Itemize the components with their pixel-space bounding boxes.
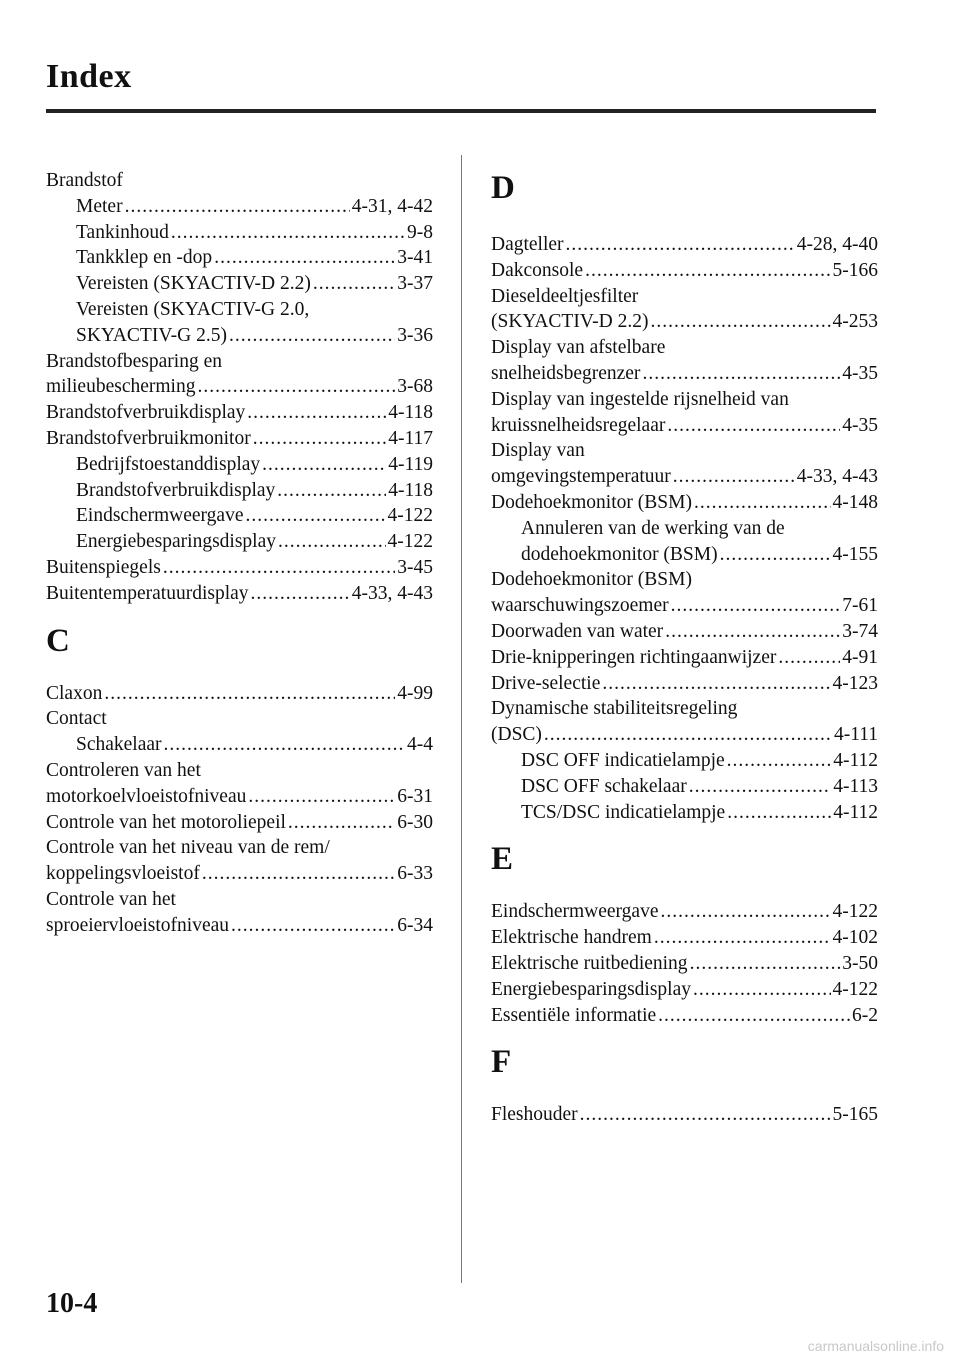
dot-leader [253,426,387,452]
index-entry [491,413,878,439]
index-entry-page: 4-112 [833,749,878,771]
dot-leader [251,581,350,607]
index-entry-label: Elektrische ruitbediening [491,952,688,974]
index-entry-page: 4-35 [842,414,878,436]
index-entry-label: Eindschermweergave [76,505,244,527]
index-entry [46,581,433,607]
dot-leader [690,951,841,977]
index-entry-page: 4-111 [833,724,878,746]
index-entry [491,542,878,568]
index-entry [491,722,878,748]
index-entry-page: 4-119 [388,453,433,475]
index-entry [46,220,433,246]
index-entry-label: (DSC) [491,724,542,746]
dot-leader [580,1102,831,1128]
dot-leader [248,784,395,810]
dot-leader [727,800,831,826]
index-entry [491,258,878,284]
index-entry-text: Controle van het niveau van de rem/ [46,837,330,859]
index-entry-page: 4-122 [387,505,433,527]
index-entry-page: 4-117 [388,427,433,449]
index-entry [46,503,433,529]
index-entry-text: Dynamische stabiliteitsregeling [491,698,738,720]
index-entry [46,452,433,478]
index-entry-label: waarschuwingszoemer [491,595,669,617]
dot-leader [104,681,395,707]
dot-leader [665,619,840,645]
dot-leader [163,555,395,581]
dot-leader [642,361,840,387]
index-entry-page: 3-68 [397,376,433,398]
index-entry [46,374,433,400]
index-entry-text: Brandstofbesparing en [46,350,222,372]
index-entry [491,748,878,774]
page-title: Index [46,58,132,95]
index-entry-label: Dagteller [491,234,564,255]
page-number: 10-4 [46,1288,98,1319]
index-entry [46,194,433,220]
dot-leader [694,490,831,516]
index-entry-page: 4-122 [387,531,433,553]
index-entry-label: Drive-selectie [491,672,601,694]
index-entry-page: 4-118 [388,402,433,424]
index-entry [46,529,433,555]
index-entry [46,732,433,758]
index-entry-page: 4-102 [832,927,878,949]
dot-leader [171,220,405,246]
dot-leader [566,232,795,258]
index-entry [491,671,878,697]
index-entry-label: Schakelaar [76,734,162,756]
index-entry [46,913,433,939]
dot-leader [689,774,831,800]
index-entry-label: Dodehoekmonitor (BSM) [491,491,692,513]
index-entry [46,426,433,452]
dot-leader [778,645,840,671]
index-entry [46,271,433,297]
index-entry [491,593,878,619]
index-entry-text: Dieseldeeltjesfilter [491,285,639,307]
index-entry-label: Essentiële informatie [491,1004,657,1026]
index-entry-label: Dakconsole [491,259,584,281]
index-column-left [46,168,433,939]
dot-leader [125,194,350,220]
index-entry [46,555,433,581]
index-entry-label: snelheidsbegrenzer [491,362,641,384]
index-entry-page: 9-8 [407,221,433,243]
index-entry [491,645,878,671]
index-entry-text: Display van afstelbare [491,337,666,359]
dot-leader [585,258,830,284]
index-entry [46,400,433,426]
index-entry-label: milieubescherming [46,376,196,398]
dot-leader [313,271,395,297]
index-entry [491,361,878,387]
dot-leader [727,748,832,774]
dot-leader [277,478,386,504]
index-entry-label: Buitenspiegels [46,556,161,578]
index-entry-page: 4-123 [832,672,878,694]
index-entry-page: 4-112 [833,801,878,823]
index-entry-label: Drie-knipperingen richtingaanwijzer [491,646,777,668]
index-entry-page: 4-113 [833,775,878,797]
index-entry [46,478,433,504]
index-entry-text: Brandstof [46,170,123,191]
section-heading: E [491,841,514,878]
index-entry-label: Buitentemperatuurdisplay [46,582,249,604]
index-entry-text: Contact [46,708,107,730]
index-entry-label: omgevingstemperatuur [491,466,671,488]
dot-leader [262,452,386,478]
index-entry [46,784,433,810]
index-entry-label: Doorwaden van water [491,620,664,642]
index-entry-page: 3-74 [842,620,878,642]
index-entry-text: Display van ingestelde rijsnelheid van [491,388,789,410]
dot-leader [658,1003,850,1029]
index-entry-label: Meter [76,195,123,217]
index-entry-label: Fleshouder [491,1104,578,1126]
index-entry [491,309,878,335]
index-entry-label: Tankinhoud [76,221,169,243]
index-entry-page: 4-31, 4-42 [351,195,433,217]
index-entry [491,899,878,925]
index-entry-page: 6-30 [397,811,433,833]
title-rule [46,109,876,113]
index-entry-page: 3-50 [842,952,878,974]
index-entry-label: SKYACTIV-G 2.5) [76,324,227,346]
dot-leader [693,977,830,1003]
index-entry-page: 4-122 [832,901,878,923]
index-entry-page: 4-155 [832,543,878,565]
index-entry [491,774,878,800]
index-entry-page: 4-28, 4-40 [796,234,878,255]
index-entry-page: 3-41 [397,247,433,269]
index-entry-label: motorkoelvloeistofniveau [46,785,247,807]
index-entry-page: 5-166 [832,259,878,281]
index-entry-label: Brandstofverbruikmonitor [46,427,251,449]
index-entry [46,861,433,887]
index-entry-label: Energiebesparingsdisplay [491,978,692,1000]
index-entry [46,681,433,707]
index-entry-label: TCS/DSC indicatielampje [521,801,726,823]
dot-leader [229,323,395,349]
dot-leader [673,464,795,490]
dot-leader [602,671,830,697]
index-entry-page: 4-122 [832,978,878,1000]
section-heading: C [46,622,70,659]
index-entry-label: DSC OFF schakelaar [521,775,687,797]
watermark: carmanualsonline.info [807,1338,944,1354]
dot-leader [654,925,831,951]
index-entry-label: Energiebesparingsdisplay [76,531,277,553]
dot-leader [671,593,841,619]
index-entry-page: 4-253 [832,311,878,333]
index-entry-page: 4-33, 4-43 [796,466,878,488]
dot-leader [650,309,830,335]
index-entry-label: (SKYACTIV-D 2.2) [491,311,649,333]
index-entry-text: Annuleren van de werking van de [521,517,785,539]
index-entry-label: Brandstofverbruikdisplay [76,479,276,501]
index-entry-label: Eindschermweergave [491,901,659,923]
index-entry-page: 6-31 [397,785,433,807]
dot-leader [231,913,395,939]
dot-leader [544,722,832,748]
index-entry-text: Dodehoekmonitor (BSM) [491,569,692,591]
index-entry [491,977,878,1003]
index-entry-text: Controleren van het [46,759,201,781]
index-entry-label: kruissnelheidsregelaar [491,414,666,436]
index-entry [46,810,433,836]
index-entry-label: DSC OFF indicatielampje [521,749,725,771]
dot-leader [288,810,395,836]
dot-leader [278,529,385,555]
index-entry-page: 5-165 [832,1104,878,1126]
index-entry-label: dodehoekmonitor (BSM) [521,543,718,565]
index-entry-page: 4-118 [388,479,433,501]
index-entry-page: 3-37 [397,273,433,295]
index-entry [491,800,878,826]
dot-leader [214,245,395,271]
index-entry-page: 6-33 [397,863,433,885]
index-entry [46,323,433,349]
index-entry-label: Claxon [46,682,103,704]
index-entry-text: Display van [491,440,585,462]
index-entry [491,232,878,258]
index-entry-label: koppelingsvloeistof [46,863,200,885]
index-entry [491,925,878,951]
index-entry [491,619,878,645]
dot-leader [197,374,395,400]
index-column-right [491,168,878,1128]
index-entry-label: Bedrijfstoestanddisplay [76,453,261,475]
index-entry-page: 4-99 [397,682,433,704]
dot-leader [202,861,395,887]
index-entry-label: sproeiervloeistofniveau [46,914,230,936]
index-entry-label: Brandstofverbruikdisplay [46,402,246,424]
index-entry-label: Controle van het motoroliepeil [46,811,286,833]
dot-leader [164,732,405,758]
dot-leader [245,503,385,529]
index-entry-page: 4-148 [832,491,878,513]
index-entry-label: Vereisten (SKYACTIV-D 2.2) [76,273,311,295]
index-entry [46,245,433,271]
index-entry [491,1102,878,1128]
index-entry-page: 4-4 [407,734,433,756]
dot-leader [720,542,831,568]
index-entry-page: 6-2 [852,1004,878,1026]
index-entry-page: 4-91 [842,646,878,668]
dot-leader [660,899,830,925]
index-entry-page: 4-35 [842,362,878,384]
index-entry-label: Elektrische handrem [491,927,652,949]
index-entry-page: 3-36 [397,324,433,346]
index-entry-page: 3-45 [397,556,433,578]
section-heading: F [491,1044,512,1081]
index-entry-label: Tankklep en -dop [76,247,213,269]
index-entry [491,1003,878,1029]
index-entry [491,464,878,490]
dot-leader [667,413,840,439]
index-entry-text: Vereisten (SKYACTIV-G 2.0, [76,298,310,320]
index-entry [491,951,878,977]
index-entry-page: 7-61 [842,595,878,617]
index-entry-text: Controle van het [46,888,176,910]
column-divider [461,155,462,1283]
index-entry-page: 4-33, 4-43 [351,582,433,604]
index-entry-page: 6-34 [397,914,433,936]
index-entry [491,490,878,516]
section-heading: D [491,170,515,206]
dot-leader [247,400,386,426]
